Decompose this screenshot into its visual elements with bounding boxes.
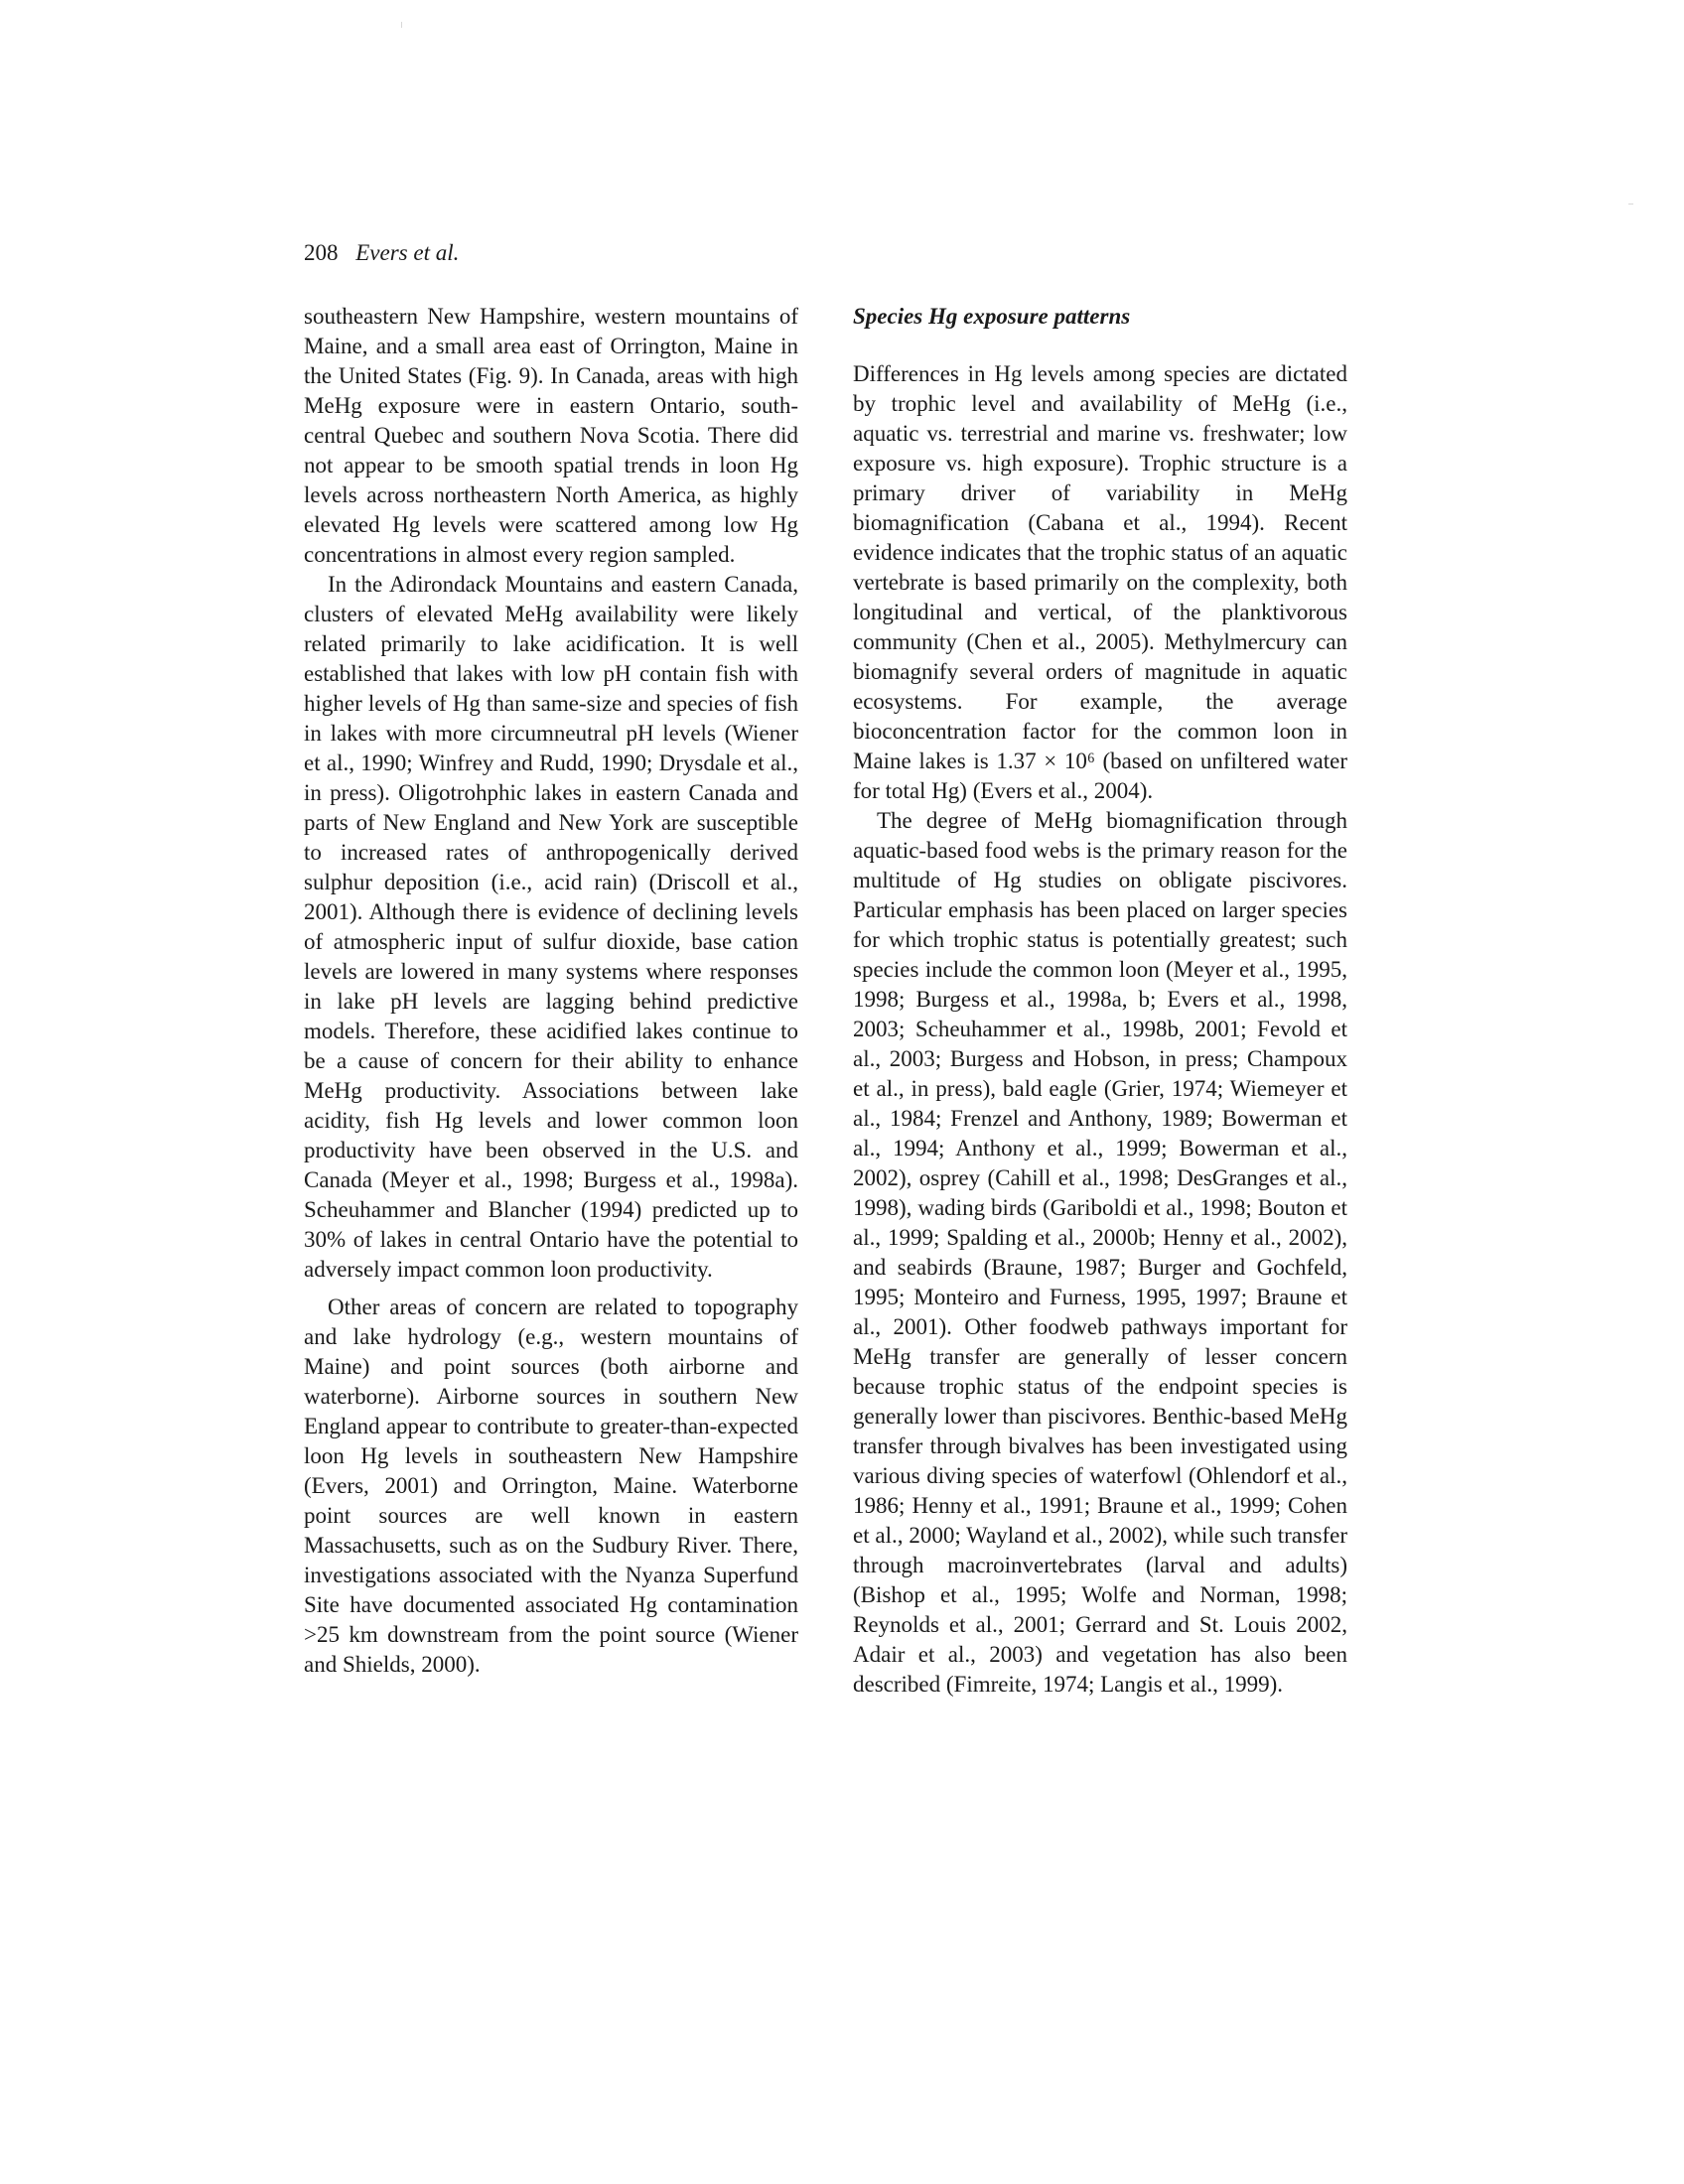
right-column (853, 302, 1347, 1700)
body-paragraph: The degree of MeHg biomagnification through aquatic-based food webs is the primary reason for the multitude of Hg studies on obligate piscivores. Particular emphasis has been placed on larger species for which trophic status is potentially greatest; such species include the common loon (Meyer et al., 1995, 1998; Burgess et al., 1998a, b; Evers et al., 1998, 2003; Scheuhammer et al., 1998b, 2001; Fevold et al., 2003; Burgess and Hobson, in press; Champoux et al., in press), bald eagle (Grier, 1974; Wiemeyer et al., 1984; Frenzel and Anthony, 1989; Bowerman et al., 1994; Anthony et al., 1999; Bowerman et al., 2002), osprey (Cahill et al., 1998; DesGranges et al., 1998), wading birds (Gariboldi et al., 1998; Bouton et al., 1999; Spalding et al., 2000b; Henny et al., 2002), and seabirds (Braune, 1987; Burger and Gochfeld, 1995; Monteiro and Furness, 1995, 1997; Braune et al., 2001). Other foodweb pathways important for MeHg transfer are generally of lesser concern because trophic status of the endpoint species is generally lower than piscivores. Benthic-based MeHg transfer through bivalves has been investigated using various diving species of waterfowl (Ohlendorf et al., 1986; Henny et al., 1991; Braune et al., 1999; Cohen et al., 2000; Wayland et al., 2002), while such transfer through macroinvertebrates (larval and adults) (Bishop et al., 1995; Wolfe and Norman, 1998; Reynolds et al., 2001; Gerrard and St. Louis 2002, Adair et al., 2003) and vegetation has also been described (Fimreite, 1974; Langis et al., 1999). (853, 808, 1347, 1697)
page-number: 208 (304, 240, 339, 265)
running-header (304, 238, 459, 268)
running-head-authors: Evers et al. (355, 240, 460, 265)
body-paragraph: Other areas of concern are related to topography and lake hydrology (e.g., western mountains of Maine) and point sources (both airborne and waterborne). Airborne sources in southern New England appear to contribute to greater-than-expected loon Hg levels in southeastern New Hampshire (Evers, 2001) and Orrington, Maine. Waterborne point sources are well known in eastern Massachusetts, such as on the Sudbury River. There, investigations associated with the Nyanza Superfund Site have documented associated Hg contamination >25 km downstream from the point source (Wiener and Shields, 2000). (304, 1295, 798, 1677)
body-paragraph: Differences in Hg levels among species are dictated by trophic level and availability of MeHg (i.e., aquatic vs. terrestrial and marine vs. freshwater; low exposure vs. high exposure). Trophic structure is a primary driver of variability in MeHg biomagnification (Cabana et al., 1994). Recent evidence indicates that the trophic status of an aquatic vertebrate is based primarily on the complexity, both longitudinal and vertical, of the planktivorous community (Chen et al., 2005). Methylmercury can biomagnify several orders of magnitude in aquatic ecosystems. For example, the average bioconcentration factor for the common loon in Maine lakes is 1.37 × 10⁶ (based on unfiltered water for total Hg) (Evers et al., 2004). (853, 361, 1347, 803)
section-heading: Species Hg exposure patterns (853, 304, 1131, 329)
left-column (304, 302, 798, 1680)
body-paragraph: southeastern New Hampshire, western mountains of Maine, and a small area east of Orrington, Maine in the United States (Fig. 9). In Canada, areas with high MeHg exposure were in eastern Ontario, south-central Quebec and southern Nova Scotia. There did not appear to be smooth spatial trends in loon Hg levels across northeastern North America, as highly elevated Hg levels were scattered among low Hg concentrations in almost every region sampled. (304, 304, 798, 567)
body-paragraph: In the Adirondack Mountains and eastern Canada, clusters of elevated MeHg availability were likely related primarily to lake acidification. It is well established that lakes with low pH contain fish with higher levels of Hg than same-size and species of fish in lakes with more circumneutral pH levels (Wiener et al., 1990; Winfrey and Rudd, 1990; Drysdale et al., in press). Oligotrohphic lakes in eastern Canada and parts of New England and New York are susceptible to increased rates of anthropogenically derived sulphur deposition (i.e., acid rain) (Driscoll et al., 2001). Although there is evidence of declining levels of atmospheric input of sulfur dioxide, base cation levels are lowered in many systems where responses in lake pH levels are lagging behind predictive models. Therefore, these acidified lakes continue to be a cause of concern for their ability to enhance MeHg productivity. Associations between lake acidity, fish Hg levels and lower common loon productivity have been observed in the U.S. and Canada (Meyer et al., 1998; Burgess et al., 1998a). Scheuhammer and Blancher (1994) predicted up to 30% of lakes in central Ontario have the potential to adversely impact common loon productivity. (304, 572, 798, 1282)
scan-mark-right (1628, 204, 1633, 205)
scan-mark-top (401, 22, 402, 28)
